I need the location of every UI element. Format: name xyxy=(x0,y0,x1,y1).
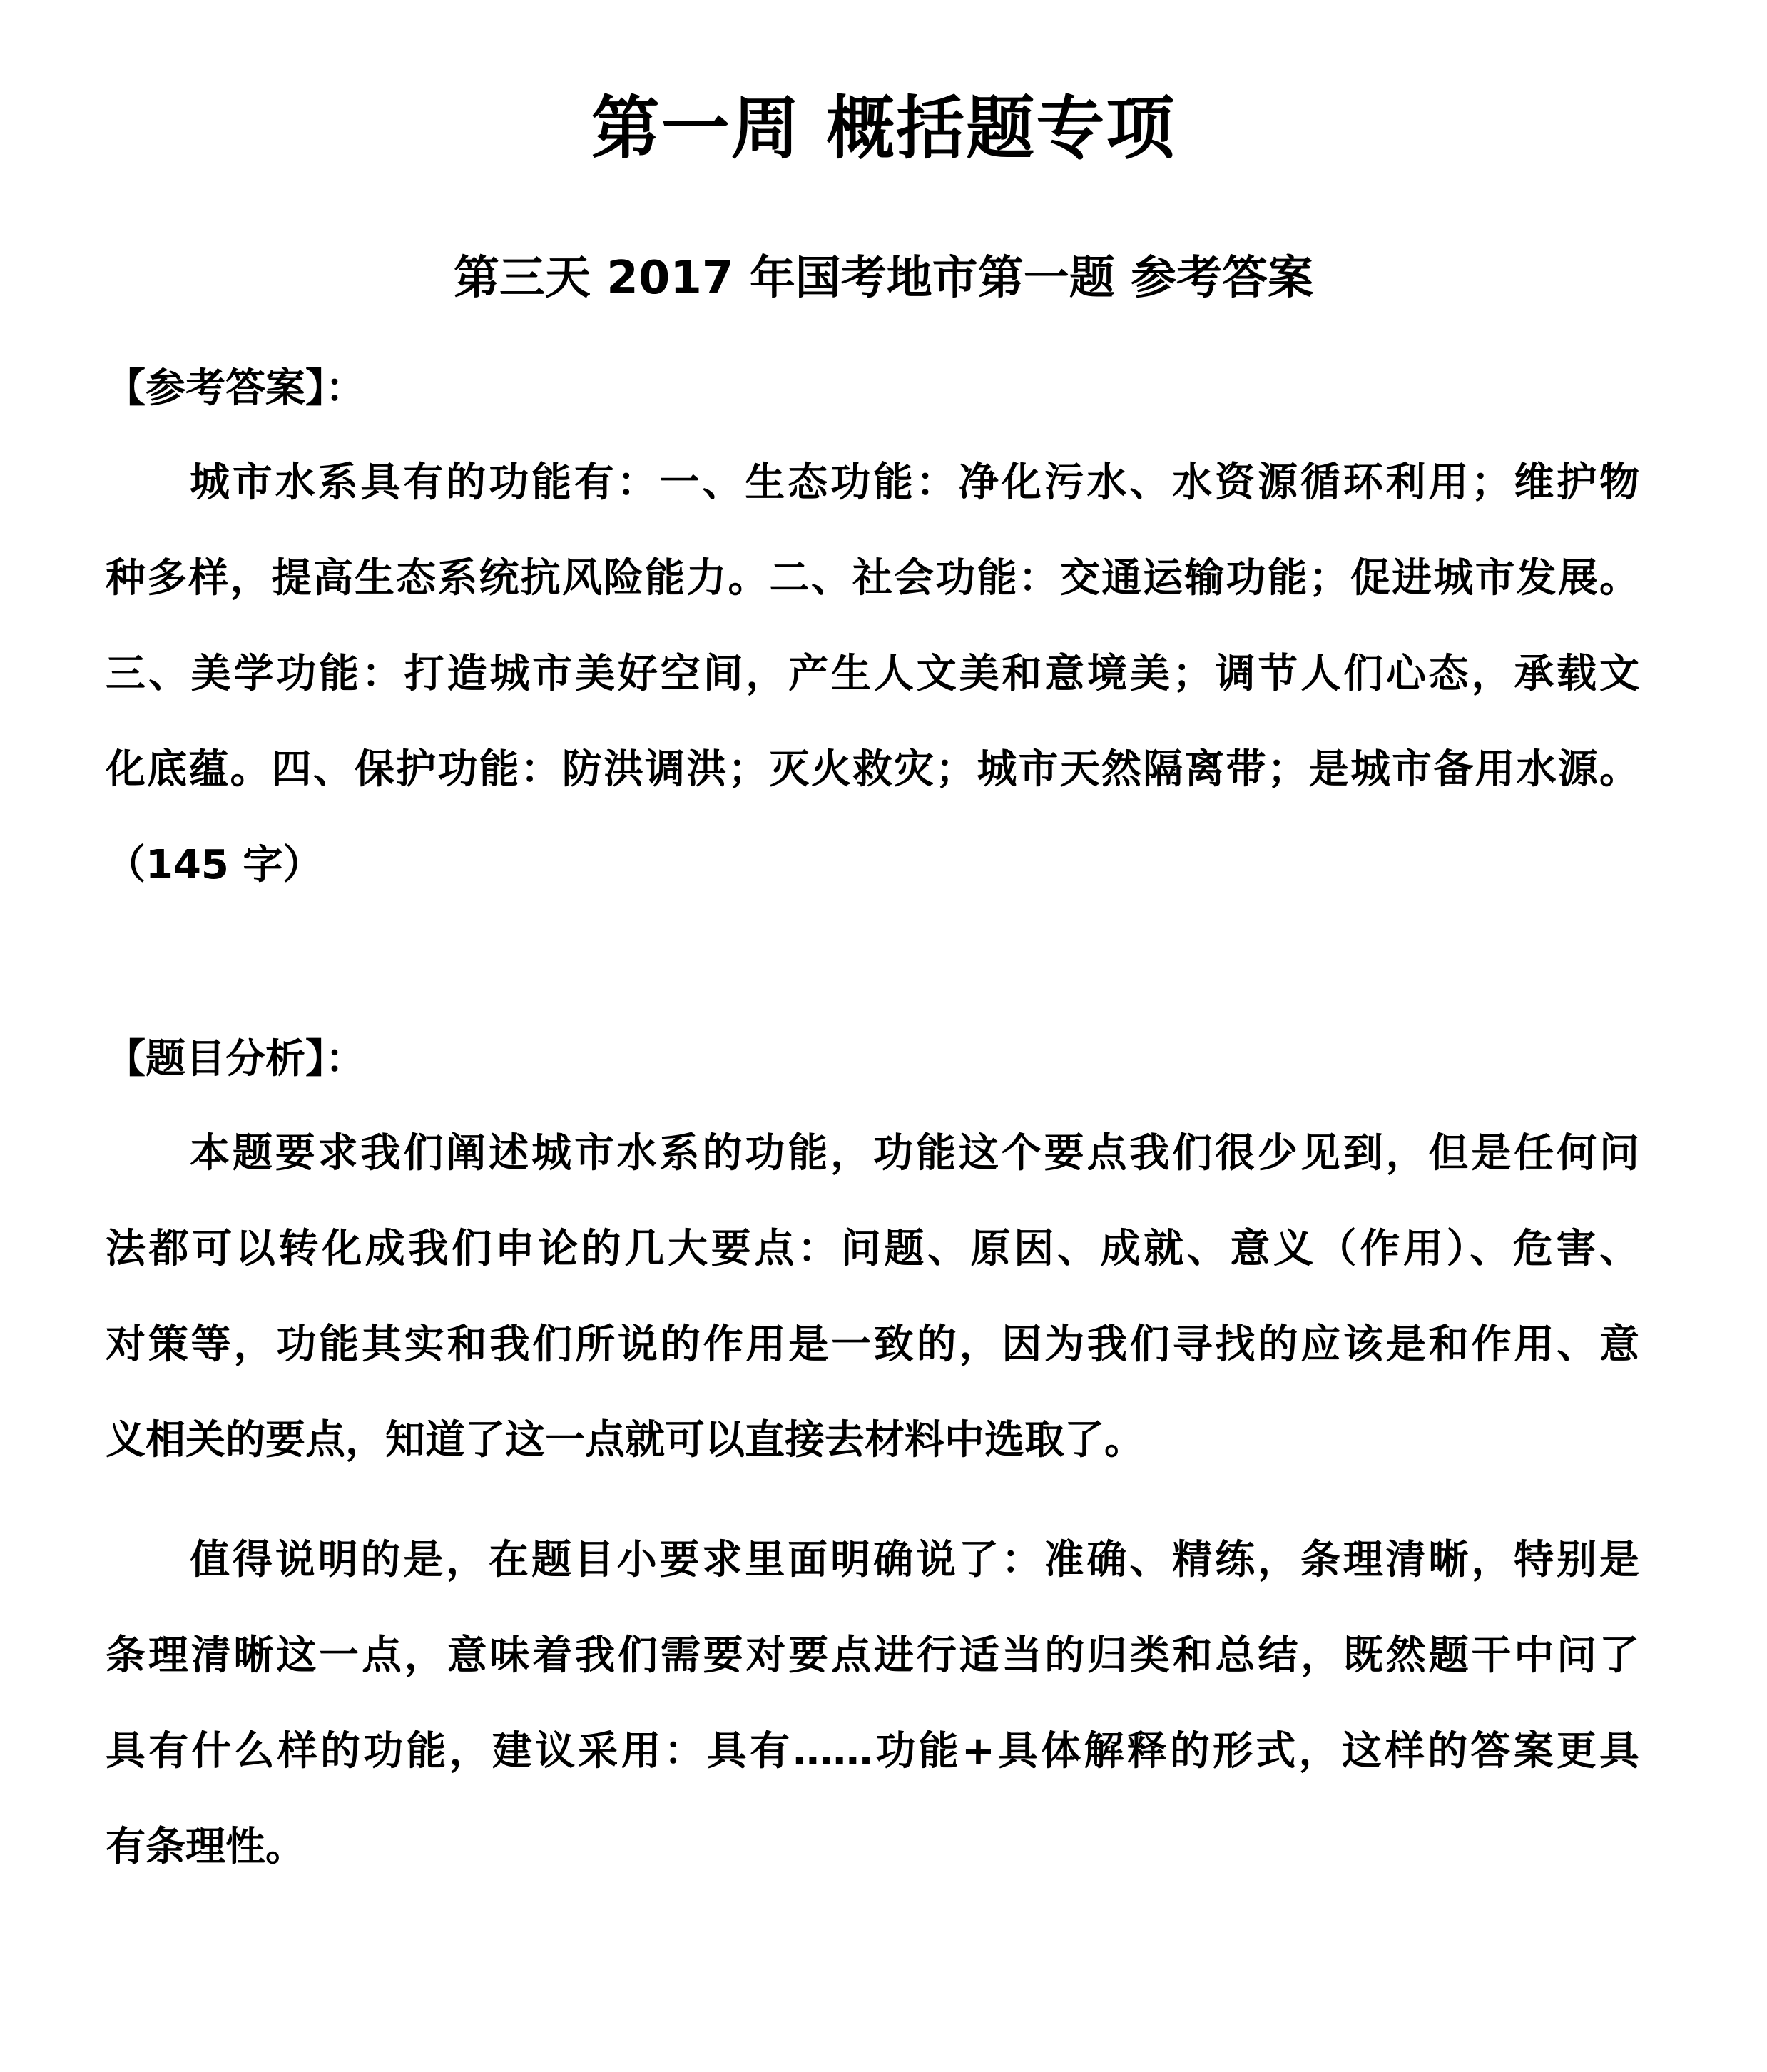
analysis-paragraph-1 xyxy=(106,1106,1639,1488)
answer-section-label: 【参考答案】： xyxy=(106,365,365,412)
analysis-line: 有条理性。 xyxy=(106,1824,305,1870)
answer-line: 化底蕴。四、保护功能：防洪调洪；灭火救灾；城市天然隔离带；是城市备用水源。 xyxy=(106,746,1639,793)
page-title: 第一周 概括题专项 xyxy=(591,88,1176,168)
analysis-section-label: 【题目分析】： xyxy=(106,1036,365,1082)
analysis-paragraph-2 xyxy=(106,1513,1639,1895)
analysis-line: 具有什么样的功能，建议采用：具有……功能+具体解释的形式，这样的答案更具 xyxy=(106,1728,1639,1774)
answer-word-count: （145 字） xyxy=(106,842,323,888)
page-subtitle: 第三天 2017 年国考地市第一题 参考答案 xyxy=(454,252,1313,305)
answer-line: 三、美学功能：打造城市美好空间，产生人文美和意境美；调节人们心态，承载文 xyxy=(106,651,1639,697)
analysis-line: 值得说明的是，在题目小要求里面明确说了：准确、精练，条理清晰，特别是 xyxy=(190,1537,1639,1583)
answer-line: 城市水系具有的功能有：一、生态功能：净化污水、水资源循环利用；维护物 xyxy=(190,459,1639,506)
analysis-line: 条理清晰这一点，意味着我们需要对要点进行适当的归类和总结，既然题干中问了 xyxy=(106,1632,1639,1679)
analysis-line: 本题要求我们阐述城市水系的功能，功能这个要点我们很少见到，但是任何问 xyxy=(190,1130,1639,1177)
analysis-line: 法都可以转化成我们申论的几大要点：问题、原因、成就、意义（作用）、危害、 xyxy=(106,1226,1639,1272)
answer-line: 种多样，提高生态系统抗风险能力。二、社会功能：交通运输功能；促进城市发展。 xyxy=(106,555,1639,601)
answer-paragraph xyxy=(106,435,1639,913)
analysis-line: 对策等，功能其实和我们所说的作用是一致的，因为我们寻找的应该是和作用、意 xyxy=(106,1321,1639,1368)
analysis-line: 义相关的要点，知道了这一点就可以直接去材料中选取了。 xyxy=(106,1417,1144,1463)
